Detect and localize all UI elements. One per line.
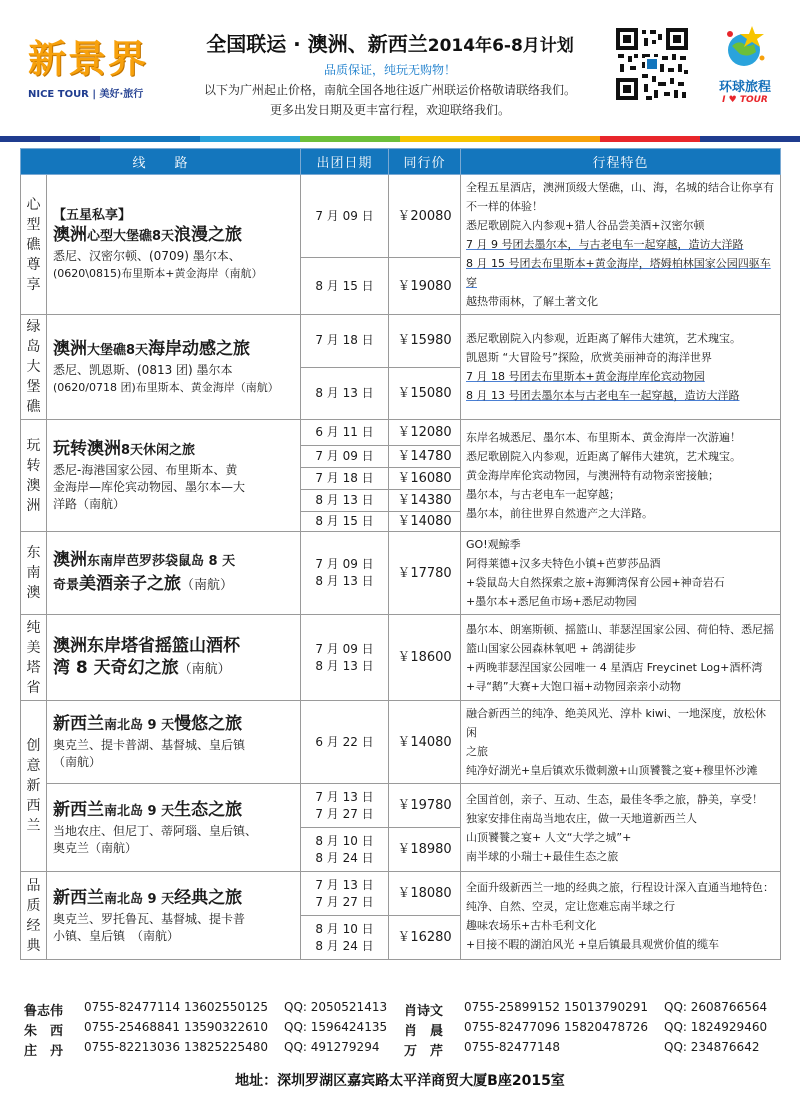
category-char: 型 [26, 216, 41, 233]
departure-date: 6 月 22 日 [301, 701, 389, 784]
contact-row [24, 1000, 784, 1020]
route-title-part: 大堡礁8天 [87, 343, 149, 358]
office-address: 地址：深圳罗湖区嘉宾路太平洋商贸大厦B座2015室 [235, 1073, 565, 1089]
departure-date: 6 月 11 日 [301, 420, 389, 446]
contact-entry [404, 1040, 784, 1060]
route-cell[interactable] [47, 420, 301, 532]
feature-line: 阿得莱德+汉多夫特色小镇+芭萝莎品酒 [466, 557, 661, 570]
feature-line: 融合新西兰的纯净、绝美风光、淳朴 kiwi、一地深度，放松休闲 [466, 707, 766, 739]
feature-line: 全国首创，亲子、互动、生态，最佳冬季之旅，静美，享受！ [466, 792, 764, 806]
contact-name: 朱 西 [24, 1024, 64, 1039]
trade-price: ￥18980 [389, 828, 461, 872]
contact-qq[interactable]: QQ: 491279294 [284, 1040, 380, 1054]
itinerary-table [20, 148, 781, 960]
category-cell [21, 615, 47, 701]
feature-line: +两晚菲瑟涅国家公园唯一 4 星酒店 Freycinet Log+酒杯湾 [466, 660, 763, 674]
trade-price: ￥19780 [389, 784, 461, 828]
route-stops: （南航） [53, 755, 102, 769]
route-title-part: 海岸动感之旅 [148, 339, 251, 359]
feature-line: 7 月 18 号团去布里斯本+黄金海岸库伦宾动物园 [466, 370, 705, 383]
trade-price: ￥12080 [389, 420, 461, 446]
color-strip [0, 136, 800, 142]
departure-date [301, 532, 389, 615]
route-title [53, 713, 294, 737]
category-cell [21, 701, 47, 872]
page-header [0, 0, 800, 140]
contact-entry [404, 1000, 784, 1020]
col-header-price: 同行价 [389, 149, 461, 175]
category-char: 心 [26, 196, 41, 213]
logo-subtitle: NICE TOUR | 美好·旅行 [28, 89, 144, 100]
category-char: 质 [26, 897, 41, 914]
departure-date [301, 872, 389, 916]
route-stops: 当地农庄、但尼丁、蒂阿瑙、皇后镇、 [53, 823, 258, 838]
features-cell [461, 615, 781, 701]
route-cell[interactable] [47, 315, 301, 420]
departure-date [301, 828, 389, 872]
feature-line: 独家安排住南岛当地农庄，做一天地道新西兰人 [466, 811, 698, 825]
category-char: 塔 [26, 659, 41, 676]
contact-mobile[interactable] [564, 1040, 664, 1060]
feature-line: 纯净、自然、空灵，定让您难忘南半球之行 [466, 899, 676, 913]
date-line: 7 月 27 日 [315, 806, 374, 821]
feature-line: 全程五星酒店，澳洲顶级大堡礁，山、海，名城的结合让你享有 [466, 181, 775, 194]
route-title-part: 8天休闲之旅 [121, 443, 196, 458]
route-title-part: 东南岸芭罗莎袋鼠岛 8 天 [87, 554, 236, 569]
route-title [53, 549, 294, 573]
features-cell [461, 420, 781, 532]
features-cell [461, 872, 781, 960]
feature-line: +寻“鹅”大赛+大饱口福+动物园亲亲小动物 [466, 679, 682, 693]
contact-qq[interactable]: QQ: 2608766564 [664, 1000, 768, 1014]
qr-code-icon[interactable] [614, 26, 690, 102]
title-block [170, 28, 610, 118]
route-stops: 悉尼-海港国家公园、布里斯本、黄 [53, 463, 238, 477]
contact-qq[interactable]: QQ: 234876642 [664, 1040, 760, 1054]
departure-date [301, 784, 389, 828]
contact-phone[interactable]: 0755-25468841 [84, 1020, 180, 1034]
route-title-part: 美酒亲子之旅 [79, 574, 182, 594]
table-row[interactable] [21, 175, 781, 258]
route-title [53, 573, 294, 597]
date-line: 8 月 10 日 [315, 921, 374, 936]
brand-name: 环球旅程 [718, 80, 771, 95]
category-char: 品 [26, 877, 41, 894]
date-line: 8 月 24 日 [315, 850, 374, 865]
contact-qq[interactable]: QQ: 2050521413 [284, 1000, 388, 1014]
departure-date: 8 月 15 日 [301, 258, 389, 315]
feature-line: 墨尔本、朗塞斯顿、摇篮山、菲瑟涅国家公园、荷伯特、悉尼摇 [466, 622, 775, 636]
category-char: 意 [26, 758, 41, 774]
category-char: 岛 [26, 339, 41, 355]
contact-name: 肖诗文 [404, 1004, 444, 1019]
trade-price: ￥14080 [389, 512, 461, 532]
departure-date: 8 月 13 日 [301, 367, 389, 420]
contact-phone[interactable]: 0755-82477096 [464, 1020, 560, 1034]
route-title-part: 新西兰 [53, 887, 104, 908]
route-title-part: （南航） [181, 578, 234, 593]
route-title: 澳洲东岸塔省摇篮山酒杯 [53, 635, 240, 656]
nice-tour-logo [28, 28, 168, 98]
contact-mobile[interactable]: 13590322610 [184, 1020, 268, 1034]
feature-line: 墨尔本，前往世界自然遗产之大洋路。 [466, 507, 654, 520]
category-char: 玩 [26, 437, 41, 454]
trade-price: ￥18600 [389, 615, 461, 701]
contact-mobile[interactable]: 15820478726 [564, 1020, 648, 1034]
departure-date [301, 916, 389, 960]
date-line: 7 月 09 日 [315, 557, 374, 571]
route-title [53, 887, 294, 911]
category-char: 享 [26, 276, 41, 293]
date-line: 8 月 24 日 [315, 938, 374, 953]
contact-mobile[interactable]: 13825225480 [184, 1040, 268, 1054]
feature-line: 篮山国家公园森林氧吧 + 鸽湖徒步 [466, 641, 637, 655]
feature-line: 山顶饕餮之宴+ 人文“大学之城”+ [466, 830, 632, 844]
feature-line: +袋鼠岛大自然探索之旅+海狮湾保育公园+神奇岩石 [466, 576, 725, 589]
route-cell[interactable] [47, 872, 301, 960]
trade-price: ￥16280 [389, 916, 461, 960]
contact-mobile[interactable]: 15013790291 [564, 1000, 648, 1014]
feature-line: 7 月 9 号团去墨尔本，与古老电车一起穿越，造访大洋路 [466, 238, 744, 251]
route-stops: 小镇、皇后镇 （南航） [53, 928, 180, 943]
feature-line: 不一样的体验！ [466, 200, 544, 213]
category-char: 经 [26, 917, 41, 934]
feature-line: 趣味农场乐+古朴毛利文化 [466, 918, 597, 932]
table-row[interactable] [21, 784, 781, 828]
slogan: 品质保证，纯玩无购物！ [323, 63, 456, 77]
header-note-2: 更多出发日期及更丰富行程，欢迎联络我们。 [269, 103, 510, 117]
contact-entry [24, 1040, 404, 1060]
feature-line: 纯净好湖光+皇后镇欢乐微刺激+山顶饕餮之宴+穆里怀沙滩 [466, 764, 758, 777]
contact-row [24, 1040, 784, 1060]
feature-line: +墨尔本+悉尼鱼市场+悉尼动物园 [466, 595, 637, 608]
category-char: 尊 [26, 256, 41, 273]
date-line: 8 月 13 日 [315, 574, 374, 588]
feature-line: 之旅 [466, 745, 489, 758]
table-row[interactable] [21, 701, 781, 784]
contact-name: 鲁志伟 [24, 1004, 64, 1019]
category-char: 纯 [26, 619, 41, 636]
feature-line: 悉尼歌剧院入内参观，近距离了解伟大建筑，艺术瑰宝。 [466, 450, 742, 463]
category-cell [21, 872, 47, 960]
feature-line: GO!观鲸季 [466, 538, 521, 551]
route-title [53, 338, 294, 362]
route-stops: 悉尼、凯恩斯、(0813 团) 墨尔本 [53, 363, 233, 377]
departure-date: 7 月 18 日 [301, 468, 389, 490]
route-stops: 奥克兰（南航） [53, 840, 138, 855]
route-title-part: 奇景 [53, 578, 80, 593]
category-char: 转 [26, 457, 41, 474]
table-row[interactable] [21, 872, 781, 916]
route-stops: 金海岸—库伦宾动物园、墨尔本—大 [53, 480, 246, 494]
table-row[interactable] [21, 615, 781, 701]
route-title [53, 438, 294, 462]
category-char: 西 [26, 798, 41, 814]
route-title [53, 657, 294, 681]
title-text: 全国联运 · 澳洲、新西兰 [206, 32, 428, 56]
feature-line: 全面升级新西兰一地的经典之旅，行程设计深入直通当地特色： [466, 880, 775, 894]
category-char: 新 [26, 778, 41, 794]
trade-price: ￥15980 [389, 315, 461, 368]
departure-date: 7 月 09 日 [301, 446, 389, 468]
trade-price: ￥20080 [389, 175, 461, 258]
route-title [53, 799, 294, 823]
category-char: 美 [26, 639, 41, 656]
contact-phone[interactable]: 0755-25899152 [464, 1000, 560, 1014]
date-line: 7 月 13 日 [315, 789, 374, 804]
contact-entry [24, 1000, 404, 1020]
logo-wordmark: 新景界 [28, 37, 149, 81]
date-line: 7 月 13 日 [315, 877, 374, 892]
route-title-part: 心型大堡礁8天 [87, 229, 175, 244]
contact-name: 庄 丹 [24, 1044, 64, 1059]
feature-line: 8 月 13 号团去墨尔本与古老电车一起穿越，造访大洋路 [466, 389, 740, 402]
category-cell [21, 315, 47, 420]
trade-price: ￥19080 [389, 258, 461, 315]
category-cell [21, 420, 47, 532]
brand-tagline: I ♥ TOUR [722, 95, 768, 105]
feature-line: 悉尼歌剧院入内参观，近距离了解伟大建筑，艺术瑰宝。 [466, 332, 742, 345]
route-title-part: 经典之旅 [174, 887, 243, 908]
table-row[interactable] [21, 532, 781, 615]
trade-price: ￥16080 [389, 468, 461, 490]
category-char: 东 [26, 545, 41, 561]
feature-line: 8 月 15 号团去布里斯本+黄金海岸，塔姆柏林国家公园四驱车穿 [466, 257, 771, 289]
route-cell[interactable] [47, 701, 301, 784]
header-note-1: 以下为广州起止价格，南航全国各地往返广州联运价格敬请联络我们。 [203, 83, 576, 97]
category-char: 澳 [26, 585, 41, 601]
route-title-part: （南航） [178, 661, 231, 677]
contact-phone[interactable]: 0755-82213036 [84, 1040, 180, 1054]
contact-name: 肖 晨 [404, 1024, 444, 1039]
category-char: 创 [26, 738, 41, 754]
features-cell [461, 532, 781, 615]
contact-phone[interactable]: 0755-82477114 [84, 1000, 180, 1014]
route-title-part: 南北岛 9 天 [104, 718, 175, 733]
category-char: 大 [26, 359, 41, 375]
trade-price: ￥14380 [389, 490, 461, 512]
route-title-part: 澳洲 [53, 550, 87, 570]
table-header-row [21, 149, 781, 175]
global-tour-logo [700, 24, 790, 104]
feature-line: 越热带雨林，了解土著文化 [466, 295, 599, 308]
contact-phone[interactable]: 0755-82477148 [464, 1040, 560, 1054]
features-cell [461, 784, 781, 872]
departure-date: 7 月 18 日 [301, 315, 389, 368]
col-header-date: 出团日期 [301, 149, 389, 175]
table-row[interactable] [21, 420, 781, 446]
feature-line: 南半球的小瑞士+最佳生态之旅 [466, 849, 619, 863]
departure-date: 8 月 13 日 [301, 490, 389, 512]
col-header-features: 行程特色 [461, 149, 781, 175]
contact-name: 万 芹 [404, 1044, 444, 1059]
category-char: 南 [26, 565, 41, 581]
title-year: 2014年6-8月计划 [427, 36, 574, 56]
trade-price: ￥14080 [389, 701, 461, 784]
route-cell[interactable] [47, 175, 301, 315]
category-char: 兰 [26, 818, 41, 834]
category-cell [21, 175, 47, 315]
category-char: 洲 [26, 497, 41, 514]
route-title-part: 新西兰 [53, 799, 104, 820]
contact-entry [404, 1020, 784, 1040]
route-stops: (0620/0718 团)布里斯本、黄金海岸（南航） [53, 381, 279, 394]
trade-price: ￥15080 [389, 367, 461, 420]
globe-star-icon [722, 24, 768, 70]
date-line: 7 月 09 日 [315, 641, 374, 656]
route-title-part: 南北岛 9 天 [104, 891, 175, 907]
features-cell [461, 315, 781, 420]
feature-line: 黄金海岸库伦宾动物园，与澳洲特有动物亲密接触； [466, 469, 720, 482]
trade-price: ￥18080 [389, 872, 461, 916]
trade-price: ￥14780 [389, 446, 461, 468]
route-title-part: 澳洲 [53, 225, 87, 245]
features-cell [461, 701, 781, 784]
route-title-part: 浪漫之旅 [174, 225, 243, 245]
date-line: 8 月 13 日 [315, 658, 374, 673]
route-title-part: 湾 8 天奇幻之旅 [53, 657, 179, 678]
category-char: 绿 [26, 319, 41, 335]
feature-line: 墨尔本，与古老电车一起穿越； [466, 488, 621, 501]
category-char: 堡 [26, 379, 41, 395]
category-char: 省 [26, 679, 41, 696]
route-stops: 洋路（南航） [53, 497, 126, 511]
date-line: 8 月 10 日 [315, 833, 374, 848]
date-line: 7 月 27 日 [315, 894, 374, 909]
departure-date [301, 615, 389, 701]
trade-price: ￥17780 [389, 532, 461, 615]
feature-line: 东岸名城悉尼、墨尔本、布里斯本、黄金海岸一次游遍！ [466, 431, 742, 444]
contact-mobile[interactable]: 13602550125 [184, 1000, 268, 1014]
feature-line: +目接不暇的湖泊风光 +皇后镇最具观赏价值的缆车 [466, 937, 719, 951]
table-row[interactable] [21, 315, 781, 368]
departure-date: 8 月 15 日 [301, 512, 389, 532]
feature-line: 凯恩斯 “大冒险号”探险，欣赏美丽神奇的海洋世界 [466, 351, 712, 364]
route-title-part: 南北岛 9 天 [104, 803, 175, 819]
category-cell [21, 532, 47, 615]
route-tag: 【五星私享】 [53, 208, 132, 223]
departure-date: 7 月 09 日 [301, 175, 389, 258]
route-title-part: 生态之旅 [174, 799, 243, 820]
route-cell[interactable] [47, 784, 301, 872]
route-stops: 奥克兰、罗托鲁瓦、基督城、提卡普 [53, 911, 246, 926]
feature-line: 悉尼歌剧院入内参观+猎人谷品尝美酒+汉密尔顿 [466, 219, 705, 232]
route-title-part: 新西兰 [53, 714, 104, 734]
category-char: 典 [26, 937, 41, 954]
contact-entry [24, 1020, 404, 1040]
route-cell[interactable] [47, 615, 301, 701]
page-footer [0, 990, 800, 1100]
contact-qq[interactable]: QQ: 1596424135 [284, 1020, 388, 1034]
route-title-part: 玩转澳洲 [53, 439, 121, 459]
category-char: 澳 [26, 477, 41, 494]
features-cell [461, 175, 781, 315]
contact-qq[interactable]: QQ: 1824929460 [664, 1020, 768, 1034]
route-title-part: 澳洲 [53, 339, 87, 359]
route-title [53, 224, 294, 248]
route-title-part: 慢悠之旅 [174, 714, 243, 734]
contact-list [24, 1000, 784, 1060]
route-cell[interactable] [47, 532, 301, 615]
route-stops: (0620\0815)布里斯本+黄金海岸（南航） [53, 267, 263, 280]
col-header-route: 线 路 [21, 149, 301, 175]
contact-row [24, 1020, 784, 1040]
category-char: 礁 [26, 236, 41, 253]
route-stops: 悉尼、汉密尔顿、(0709) 墨尔本、 [53, 249, 241, 263]
category-char: 礁 [26, 399, 41, 415]
route-stops: 奥克兰、提卡普湖、基督城、皇后镇 [53, 738, 246, 752]
page-title [170, 28, 610, 57]
